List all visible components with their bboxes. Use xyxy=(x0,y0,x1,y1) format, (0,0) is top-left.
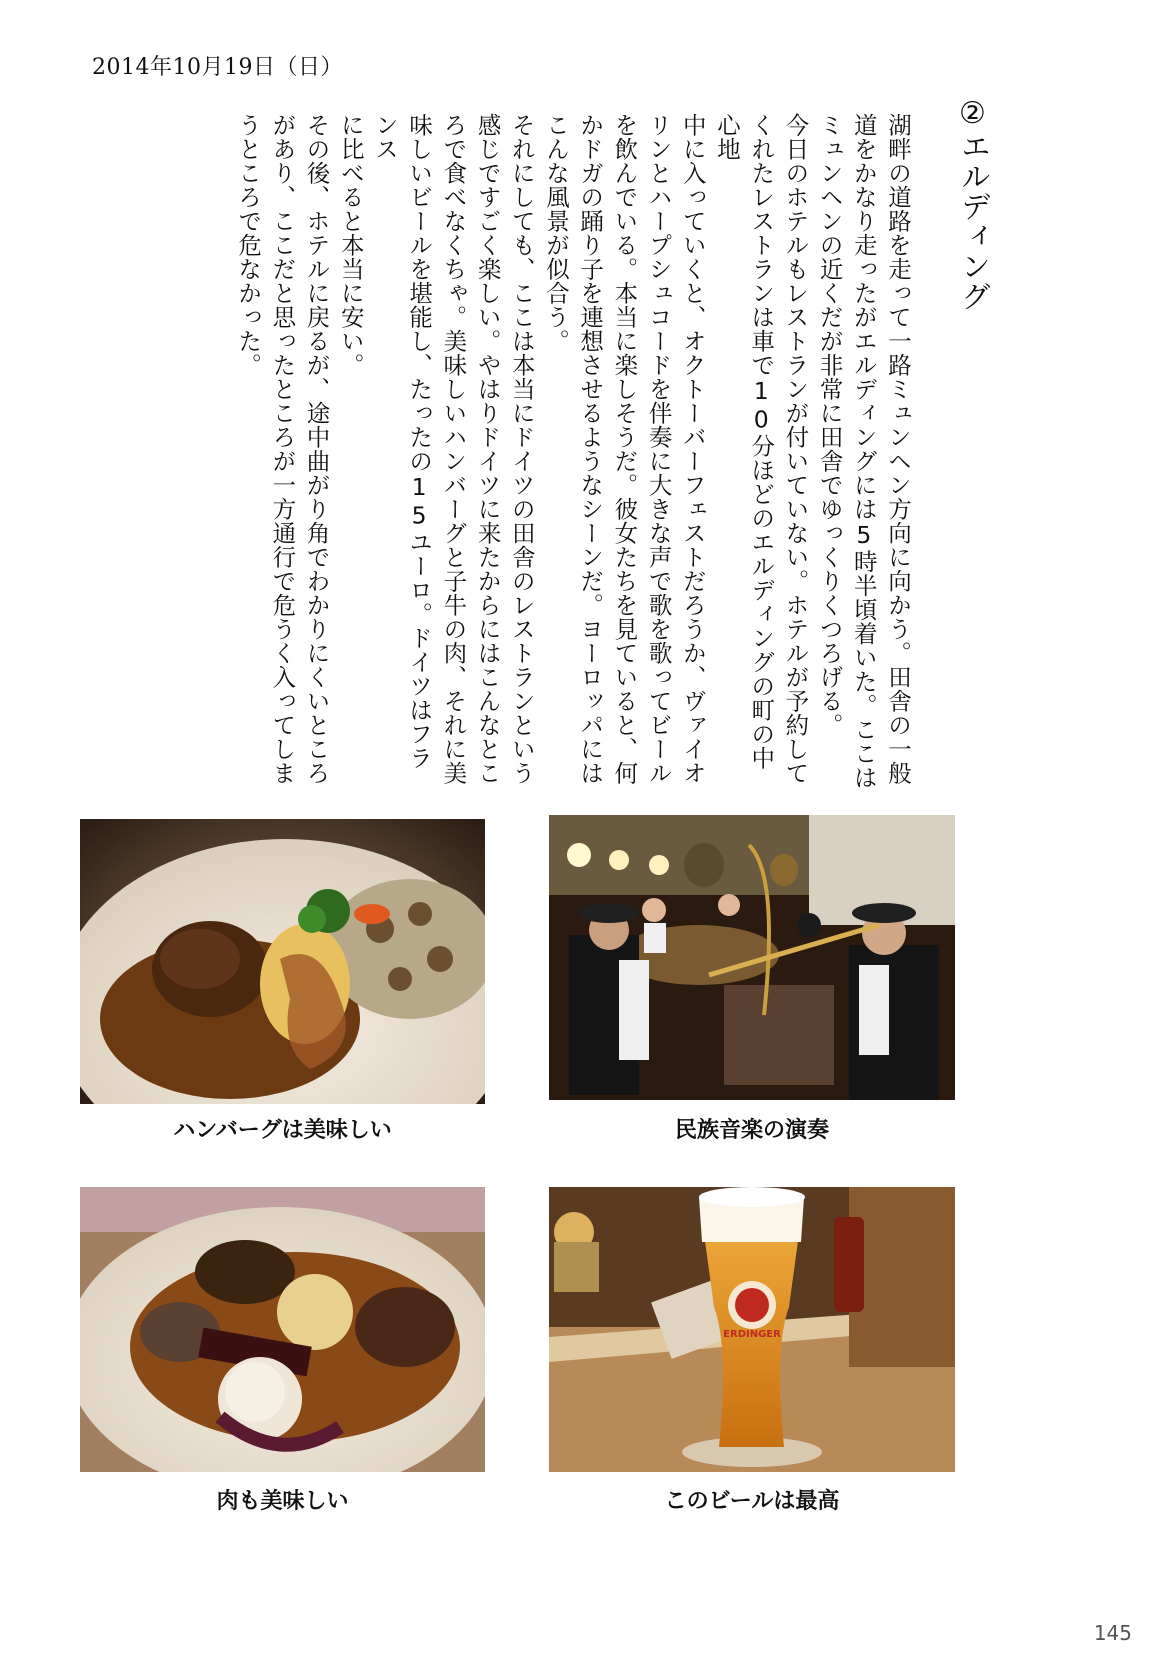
caption-hamburger: ハンバーグは美味しい xyxy=(173,1118,392,1143)
body-text-column: に比べると本当に安い。 xyxy=(336,113,365,377)
body-text-column: があり、ここだと思ったところが一方通行で危うく入ってしま xyxy=(268,113,297,785)
body-text-column: 味しいビールを堪能し、たったの15ユーロ。ドイツはフランス xyxy=(370,113,434,770)
body-text-column: 道をかなり走ったがエルディングには5時半頃着いた。ここは xyxy=(849,113,878,790)
photo-beer xyxy=(549,1187,955,1472)
body-text-column: かドガの踊り子を連想させるようなシーンだ。ヨーロッパには xyxy=(576,113,605,785)
body-text-column: その後、ホテルに戻るが、途中曲がり角でわかりにくいところ xyxy=(302,113,331,785)
body-text-column: 今日のホテルもレストランが付いていない。ホテルが予約して xyxy=(781,113,810,785)
body-text xyxy=(231,113,915,793)
beer-brand-label: ERDINGER xyxy=(723,1329,781,1340)
body-text-column: ミュンヘンの近くだが非常に田舎でゆっくりくつろげる。 xyxy=(815,113,844,737)
caption-meat-dish: 肉も美味しい xyxy=(216,1489,349,1514)
photo-meat-dish xyxy=(80,1187,485,1472)
body-text-column: を飲んでいる。本当に楽しそうだ。彼女たちを見ていると、何 xyxy=(610,113,639,785)
section-title: ②エルディング xyxy=(955,96,990,311)
caption-beer: このビールは最高 xyxy=(664,1489,840,1514)
body-text-column: リンとハープシュコードを伴奏に大きな声で歌を歌ってビール xyxy=(644,113,673,785)
body-text-column: 中に入っていくと、オクトーバーフェストだろうか、ヴァイオ xyxy=(678,113,707,785)
body-text-column: くれたレストランは車で10分ほどのエルディングの町の中心地 xyxy=(712,113,776,770)
body-text-column: こんな風景が似合う。 xyxy=(541,113,570,353)
body-text-column: それにしても、ここは本当にドイツの田舎のレストランという xyxy=(507,113,536,785)
body-text-column: 感じですごく楽しい。やはりドイツに来たからにはこんなとこ xyxy=(473,113,502,785)
body-text-column: 湖畔の道路を走って一路ミュンヘン方向に向かう。田舎の一般 xyxy=(884,113,912,785)
photo-hamburger xyxy=(80,819,485,1104)
photo-folk-music xyxy=(549,815,955,1100)
caption-folk-music: 民族音楽の演奏 xyxy=(674,1118,829,1143)
body-text-column: うところで危なかった。 xyxy=(234,113,263,377)
page-date: 2014年10月19日（日） xyxy=(92,55,343,80)
page-number: 145 xyxy=(1093,1621,1132,1645)
body-text-column: ろで食べなくちゃ。美味しいハンバーグと子牛の肉、それに美 xyxy=(439,113,468,785)
